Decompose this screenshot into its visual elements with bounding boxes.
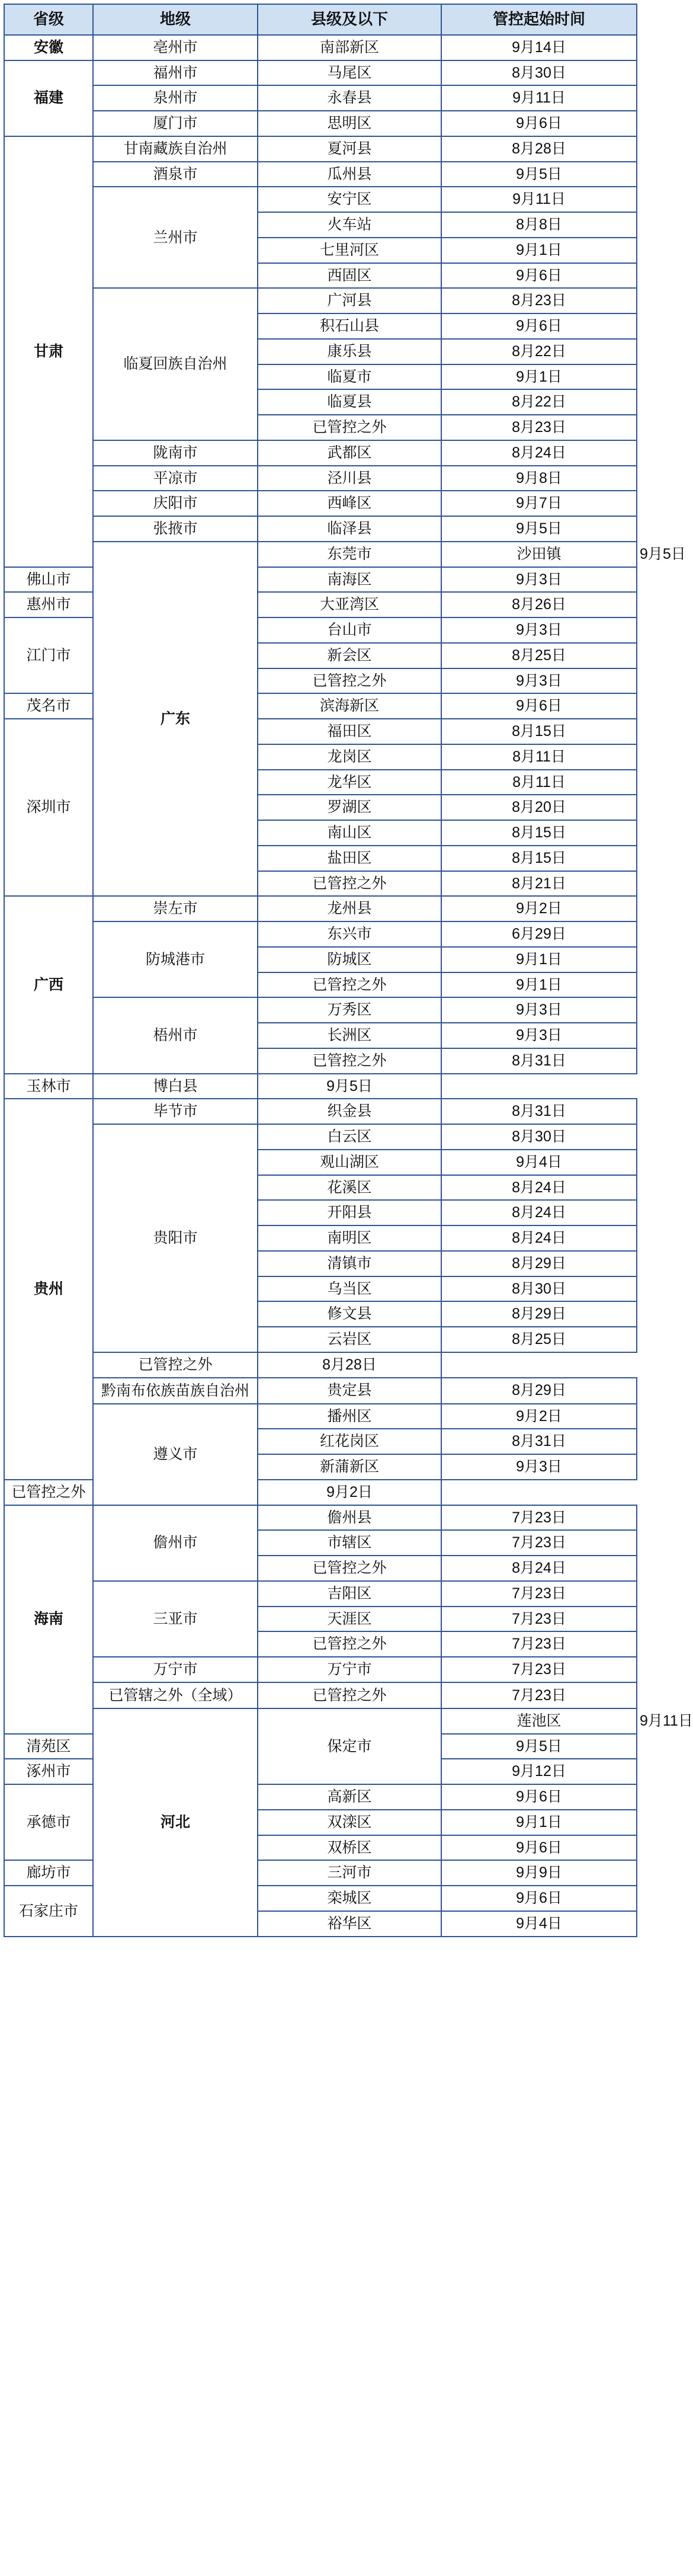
cell-start-time: 9月6日 [441, 1835, 637, 1861]
cell-district: 长洲区 [258, 1023, 441, 1048]
cell-start-time: 8月11日 [441, 744, 637, 770]
table-row [4, 1505, 637, 1531]
cell-start-time: 8月24日 [441, 1200, 637, 1225]
cell-city: 万宁市 [93, 1657, 258, 1682]
table-header-row [4, 4, 637, 35]
cell-start-time: 9月5日 [441, 516, 637, 542]
cell-start-time: 8月26日 [441, 592, 637, 617]
table-row [4, 85, 637, 111]
cell-district: 莲池区 [441, 1708, 637, 1734]
cell-district: 播州区 [258, 1404, 441, 1429]
cell-start-time: 9月2日 [258, 1480, 441, 1505]
cell-start-time: 9月3日 [441, 567, 637, 593]
table-row [4, 111, 637, 136]
cell-district: 已管控之外 [258, 1631, 441, 1657]
cell-start-time: 8月30日 [441, 1124, 637, 1150]
column-header-city: 地级 [93, 4, 258, 35]
table-row [4, 1352, 637, 1378]
cell-city: 防城港市 [93, 921, 258, 997]
cell-district: 南部新区 [258, 35, 441, 60]
cell-start-time: 8月28日 [441, 136, 637, 162]
cell-province: 甘肃 [4, 136, 93, 567]
cell-district: 东兴市 [258, 921, 441, 947]
cell-start-time: 8月31日 [441, 1099, 637, 1124]
cell-district: 吉阳区 [258, 1581, 441, 1607]
cell-district: 已管控之外 [4, 1480, 93, 1505]
cell-district: 瓜州县 [258, 162, 441, 187]
column-header-start-time: 管控起始时间 [441, 4, 637, 35]
cell-district: 广河县 [258, 288, 441, 313]
table-row [4, 1378, 637, 1404]
cell-district: 南海区 [258, 567, 441, 593]
cell-start-time: 9月2日 [441, 1404, 637, 1429]
cell-district: 观山湖区 [258, 1150, 441, 1175]
table-row [4, 440, 637, 466]
column-header-province: 省级 [4, 4, 93, 35]
cell-start-time: 9月3日 [441, 668, 637, 694]
cell-city: 平凉市 [93, 466, 258, 491]
cell-city: 亳州市 [93, 35, 258, 60]
cell-start-time: 9月1日 [441, 947, 637, 972]
cell-district: 西固区 [258, 263, 441, 289]
cell-city: 贵阳市 [93, 1124, 258, 1352]
table-body [4, 35, 693, 1937]
cell-start-time: 7月23日 [441, 1657, 637, 1682]
cell-start-time: 8月22日 [441, 339, 637, 364]
cell-district: 龙岗区 [258, 744, 441, 770]
cell-city: 茂名市 [4, 693, 93, 719]
cell-start-time: 9月3日 [441, 1023, 637, 1048]
cell-city: 惠州市 [4, 592, 93, 617]
cell-start-time: 8月24日 [441, 1556, 637, 1581]
cell-city: 酒泉市 [93, 162, 258, 187]
cell-start-time: 9月9日 [441, 1860, 637, 1886]
cell-start-time: 7月23日 [441, 1505, 637, 1531]
cell-district: 泾川县 [258, 466, 441, 491]
table-row [4, 60, 637, 86]
table-row [4, 1074, 637, 1099]
cell-start-time: 9月6日 [441, 693, 637, 719]
cell-start-time: 8月29日 [441, 1301, 637, 1327]
cell-start-time: 9月5日 [258, 1074, 441, 1099]
cell-district: 双桥区 [258, 1835, 441, 1861]
cell-district: 已管控之外 [93, 1352, 258, 1378]
cell-start-time: 8月15日 [441, 820, 637, 846]
table-row [4, 1124, 637, 1150]
cell-start-time: 9月7日 [441, 491, 637, 516]
table-row [4, 491, 637, 516]
cell-district: 沙田镇 [441, 542, 637, 567]
cell-district: 永春县 [258, 85, 441, 111]
cell-district: 云岩区 [258, 1327, 441, 1352]
cell-start-time: 8月21日 [441, 871, 637, 897]
table-row [4, 35, 637, 60]
cell-city: 深圳市 [4, 719, 93, 896]
cell-district: 新会区 [258, 643, 441, 668]
cell-district: 红花岗区 [258, 1429, 441, 1454]
cell-district: 白云区 [258, 1124, 441, 1150]
cell-district: 临夏县 [258, 389, 441, 415]
cell-start-time: 9月6日 [441, 1886, 637, 1911]
table-row [4, 288, 637, 313]
cell-district: 花溪区 [258, 1175, 441, 1201]
cell-district: 双滦区 [258, 1810, 441, 1835]
cell-district: 南明区 [258, 1225, 441, 1251]
table-row: 广东 东莞市 沙田镇 9月5日 [4, 542, 637, 567]
cell-province: 河北 [93, 1708, 258, 1937]
table-row [4, 1657, 637, 1682]
cell-district: 龙华区 [258, 770, 441, 795]
cell-city: 江门市 [4, 617, 93, 693]
cell-start-time: 8月20日 [441, 795, 637, 820]
table-row [4, 921, 637, 947]
cell-start-time: 8月22日 [441, 389, 637, 415]
cell-district: 临夏市 [258, 364, 441, 390]
cell-start-time: 9月8日 [441, 466, 637, 491]
cell-start-time: 9月1日 [441, 1810, 637, 1835]
cell-city: 三亚市 [93, 1581, 258, 1657]
cell-start-time: 8月24日 [441, 1225, 637, 1251]
cell-start-time: 7月23日 [441, 1581, 637, 1607]
cell-district: 市辖区 [258, 1530, 441, 1556]
cell-city: 廊坊市 [4, 1860, 93, 1886]
cell-district: 织金县 [258, 1099, 441, 1124]
cell-city: 毕节市 [93, 1099, 258, 1124]
cell-district: 已管控之外 [258, 1556, 441, 1581]
cell-city: 甘南藏族自治州 [93, 136, 258, 162]
cell-city: 东莞市 [258, 542, 441, 567]
cell-district: 罗湖区 [258, 795, 441, 820]
cell-district: 盐田区 [258, 846, 441, 871]
cell-district: 七里河区 [258, 238, 441, 263]
column-header-district: 县级及以下 [258, 4, 441, 35]
cell-district: 马尾区 [258, 60, 441, 86]
cell-district: 天涯区 [258, 1607, 441, 1632]
cell-district: 修文县 [258, 1301, 441, 1327]
cell-city: 庆阳市 [93, 491, 258, 516]
cell-start-time: 7月23日 [441, 1530, 637, 1556]
cell-city: 佛山市 [4, 567, 93, 593]
cell-district: 已管控之外 [258, 1682, 441, 1708]
cell-start-time: 9月6日 [441, 263, 637, 289]
cell-start-time: 9月14日 [441, 35, 637, 60]
cell-district: 西峰区 [258, 491, 441, 516]
cell-district: 已管控之外 [258, 415, 441, 440]
cell-start-time: 8月23日 [441, 288, 637, 313]
cell-start-time: 9月1日 [441, 238, 637, 263]
cell-start-time: 8月23日 [441, 415, 637, 440]
cell-district: 康乐县 [258, 339, 441, 364]
cell-start-time: 9月11日 [441, 85, 637, 111]
cell-start-time: 9月6日 [441, 111, 637, 136]
table-row [4, 516, 637, 542]
cell-city: 保定市 [258, 1708, 441, 1784]
cell-district: 高新区 [258, 1784, 441, 1810]
cell-start-time: 8月15日 [441, 846, 637, 871]
cell-province: 海南 [4, 1505, 93, 1734]
cell-city: 儋州市 [93, 1505, 258, 1581]
cell-start-time: 9月3日 [441, 997, 637, 1023]
cell-district: 裕华区 [258, 1911, 441, 1937]
cell-district: 三河市 [258, 1860, 441, 1886]
cell-district: 福田区 [258, 719, 441, 744]
table-row [4, 1099, 637, 1124]
cell-start-time: 7月23日 [441, 1607, 637, 1632]
cell-start-time: 9月6日 [441, 1784, 637, 1810]
cell-district: 大亚湾区 [258, 592, 441, 617]
cell-city: 已管辖之外（全域） [93, 1682, 258, 1708]
cell-start-time: 6月29日 [441, 921, 637, 947]
cell-district: 思明区 [258, 111, 441, 136]
cell-start-time: 9月5日 [441, 162, 637, 187]
cell-city: 陇南市 [93, 440, 258, 466]
cell-district: 南山区 [258, 820, 441, 846]
cell-city: 玉林市 [4, 1074, 93, 1099]
cell-district: 火车站 [258, 212, 441, 238]
cell-district: 博白县 [93, 1074, 258, 1099]
cell-district: 已管控之外 [258, 972, 441, 998]
cell-start-time: 8月25日 [441, 643, 637, 668]
cell-start-time: 9月2日 [441, 896, 637, 921]
cell-start-time: 8月31日 [441, 1048, 637, 1074]
cell-district: 防城区 [258, 947, 441, 972]
cell-district: 已管控之外 [258, 1048, 441, 1074]
cell-province: 广西 [4, 896, 93, 1073]
cell-start-time: 9月1日 [441, 972, 637, 998]
cell-district: 儋州县 [258, 1505, 441, 1531]
cell-district: 龙州县 [258, 896, 441, 921]
cell-start-time: 8月8日 [441, 212, 637, 238]
cell-district: 贵定县 [258, 1378, 441, 1404]
cell-city: 兰州市 [93, 187, 258, 288]
cell-district: 台山市 [258, 617, 441, 643]
cell-province: 贵州 [4, 1099, 93, 1480]
table-row [4, 1404, 637, 1429]
cell-city: 黔南布依族苗族自治州 [93, 1378, 258, 1404]
cell-start-time: 8月29日 [441, 1378, 637, 1404]
table-row [4, 896, 637, 921]
table-row [4, 1682, 637, 1708]
table-row [4, 1581, 637, 1607]
cell-city: 泉州市 [93, 85, 258, 111]
cell-start-time: 8月25日 [441, 1327, 637, 1352]
cell-district: 安宁区 [258, 187, 441, 212]
cell-district: 万宁市 [258, 1657, 441, 1682]
cell-district: 涿州市 [4, 1759, 93, 1784]
cell-start-time: 7月23日 [441, 1682, 637, 1708]
cell-start-time: 8月11日 [441, 770, 637, 795]
table-row [4, 466, 637, 491]
cell-city: 承德市 [4, 1784, 93, 1860]
cell-province: 安徽 [4, 35, 93, 60]
cell-district: 清苑区 [4, 1734, 93, 1759]
cell-district: 已管控之外 [258, 668, 441, 694]
cell-province: 广东 [93, 542, 258, 897]
cell-district: 新蒲新区 [258, 1454, 441, 1480]
cell-start-time: 8月29日 [441, 1251, 637, 1276]
cell-district: 武都区 [258, 440, 441, 466]
cell-start-time: 8月15日 [441, 719, 637, 744]
cell-city: 石家庄市 [4, 1886, 93, 1937]
cell-city: 张掖市 [93, 516, 258, 542]
cell-start-time: 8月24日 [441, 1175, 637, 1201]
table-row [4, 187, 637, 212]
cell-district: 栾城区 [258, 1886, 441, 1911]
cell-city: 梧州市 [93, 997, 258, 1073]
cell-start-time: 8月28日 [258, 1352, 441, 1378]
table-row [4, 136, 637, 162]
cell-start-time: 9月12日 [441, 1759, 637, 1784]
cell-district: 滨海新区 [258, 693, 441, 719]
cell-start-time: 8月30日 [441, 1276, 637, 1302]
cell-district: 已管控之外 [258, 871, 441, 897]
cell-start-time: 9月3日 [441, 1454, 637, 1480]
cell-district: 临泽县 [258, 516, 441, 542]
control-areas-table [4, 4, 693, 1937]
cell-start-time: 9月6日 [441, 313, 637, 339]
cell-city: 崇左市 [93, 896, 258, 921]
cell-start-time: 9月1日 [441, 364, 637, 390]
cell-city: 厦门市 [93, 111, 258, 136]
cell-district: 清镇市 [258, 1251, 441, 1276]
cell-city: 遵义市 [93, 1404, 258, 1505]
cell-province: 福建 [4, 60, 93, 136]
table-header [4, 4, 637, 35]
cell-start-time: 8月31日 [441, 1429, 637, 1454]
cell-district: 万秀区 [258, 997, 441, 1023]
cell-start-time: 8月24日 [441, 440, 637, 466]
cell-start-time: 8月30日 [441, 60, 637, 86]
cell-district: 夏河县 [258, 136, 441, 162]
cell-city: 临夏回族自治州 [93, 288, 258, 440]
cell-start-time: 9月4日 [441, 1150, 637, 1175]
cell-start-time: 7月23日 [441, 1631, 637, 1657]
cell-city: 福州市 [93, 60, 258, 86]
cell-start-time: 9月5日 [441, 1734, 637, 1759]
table-row [4, 997, 637, 1023]
cell-start-time: 9月4日 [441, 1911, 637, 1937]
cell-start-time: 9月11日 [441, 187, 637, 212]
cell-district: 积石山县 [258, 313, 441, 339]
table-row [4, 162, 637, 187]
table-row: 河北 保定市 莲池区 9月11日 [4, 1708, 637, 1734]
cell-district: 开阳县 [258, 1200, 441, 1225]
cell-start-time: 9月3日 [441, 617, 637, 643]
cell-district: 乌当区 [258, 1276, 441, 1302]
